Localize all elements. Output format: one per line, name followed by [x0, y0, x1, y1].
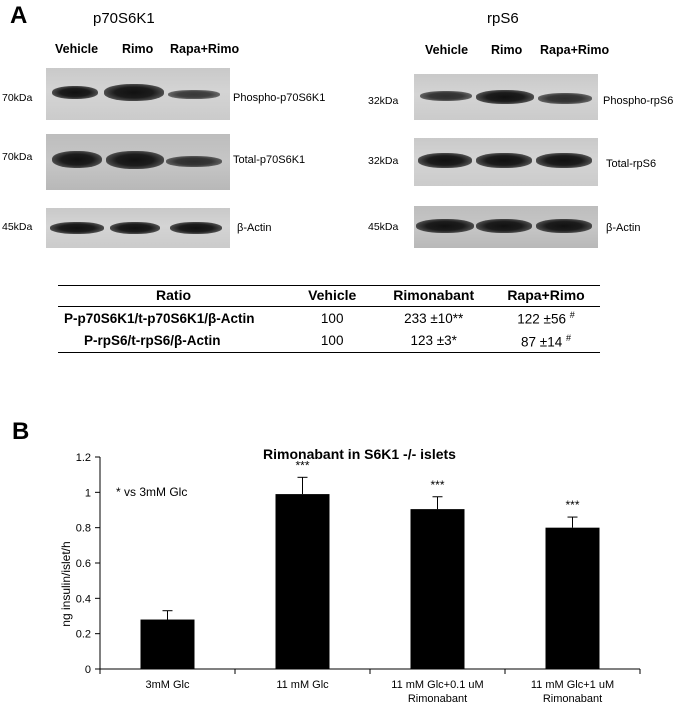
- chart-title: Rimonabant in S6K1 -/- islets: [263, 446, 456, 462]
- significance-mark: #: [569, 310, 575, 320]
- band: [166, 156, 222, 167]
- ratio-cell-rapa-rimo: [492, 307, 600, 330]
- x-tick-label: 3mM Glc: [145, 679, 190, 691]
- bar: [276, 494, 330, 669]
- ratio-header-vehicle: Vehicle: [308, 287, 357, 303]
- significance-mark: #: [566, 332, 572, 343]
- band: [416, 219, 474, 233]
- ratio-value: 122 ±56: [517, 311, 566, 327]
- band: [52, 86, 98, 99]
- right-blot-phospho-strip: [414, 74, 598, 120]
- y-tick-label: 0.2: [75, 628, 91, 641]
- left-lane-rimo: Rimo: [122, 42, 154, 56]
- right-label-actin: β-Actin: [606, 222, 641, 234]
- band: [476, 219, 532, 233]
- left-kda-phospho: 70kDa: [2, 92, 33, 104]
- significance-label: ***: [430, 477, 445, 492]
- significance-label: ***: [565, 498, 580, 513]
- right-blot-total-strip: [414, 138, 598, 186]
- table-row: [58, 307, 600, 330]
- x-tick-label: Rimonabant: [407, 693, 468, 705]
- left-blot-title: p70S6K1: [93, 10, 155, 27]
- right-label-phospho: Phospho-rpS6: [603, 95, 674, 107]
- ratio-cell-vehicle: 100: [320, 310, 344, 326]
- bar: [141, 620, 195, 669]
- x-tick-label: 11 mM Glc+1 uM: [530, 679, 615, 691]
- band: [476, 90, 534, 104]
- band: [476, 153, 532, 168]
- band: [536, 153, 592, 168]
- left-kda-total: 70kDa: [2, 151, 33, 163]
- left-lane-vehicle: Vehicle: [55, 42, 99, 56]
- ratio-row-name: P-rpS6/t-rpS6/β-Actin: [84, 333, 221, 349]
- right-kda-actin: 45kDa: [368, 221, 399, 233]
- left-blot-actin-strip: [46, 208, 230, 248]
- bar: [411, 509, 465, 669]
- significance-label: ***: [295, 458, 310, 473]
- bars: [141, 458, 600, 669]
- ratio-cell-rimonabant: 123 ±3*: [410, 333, 457, 349]
- band: [168, 90, 220, 99]
- y-tick-label: 0: [84, 664, 91, 676]
- band: [536, 219, 592, 233]
- right-kda-total: 32kDa: [368, 155, 399, 167]
- y-tick-label: 1: [84, 487, 91, 500]
- band: [104, 84, 164, 101]
- ratio-table-header: [58, 286, 600, 307]
- panel-a-letter: A: [10, 2, 28, 29]
- left-label-phospho: Phospho-p70S6K1: [233, 92, 326, 104]
- ratio-header-rimonabant: Rimonabant: [393, 287, 475, 303]
- table-row: [58, 330, 600, 353]
- left-lane-rapa-rimo: Rapa+Rimo: [170, 42, 240, 56]
- y-tick-label: 0.6: [75, 558, 91, 570]
- x-tick-label: 11 mM Glc+0.1 uM: [391, 679, 484, 691]
- ratio-header-rapa-rimo: Rapa+Rimo: [507, 287, 585, 303]
- left-kda-actin: 45kDa: [2, 221, 33, 233]
- ratio-row-name: P-p70S6K1/t-p70S6K1/β-Actin: [64, 310, 255, 326]
- right-lane-vehicle: Vehicle: [425, 43, 469, 57]
- right-blot-title: rpS6: [487, 10, 519, 27]
- band: [50, 222, 104, 234]
- ratio-cell-rimonabant: 233 ±10**: [404, 310, 464, 326]
- right-blot-actin-strip: [414, 206, 598, 248]
- right-lane-rimo: Rimo: [491, 43, 523, 57]
- significance-legend: * vs 3mM Glc: [116, 485, 188, 499]
- left-label-total: Total-p70S6K1: [233, 154, 306, 166]
- left-blot-phospho-strip: [46, 68, 230, 120]
- band: [170, 222, 222, 234]
- ratio-cell-rapa-rimo: [492, 330, 600, 353]
- right-label-total: Total-rpS6: [606, 158, 657, 170]
- band: [420, 91, 472, 101]
- right-lane-rapa-rimo: Rapa+Rimo: [540, 43, 610, 57]
- band: [538, 93, 592, 104]
- ratio-cell-vehicle: 100: [320, 333, 344, 349]
- insulin-bar-chart: [0, 440, 683, 728]
- bar: [546, 528, 600, 669]
- band: [418, 153, 472, 168]
- x-tick-label: Rimonabant: [542, 693, 603, 705]
- band: [106, 151, 164, 169]
- ratio-header-ratio: Ratio: [156, 287, 192, 303]
- y-tick-label: 1.2: [75, 452, 91, 464]
- y-axis-label: ng insulin/islet/h: [59, 541, 73, 627]
- y-tick-label: 0.4: [75, 593, 91, 606]
- y-tick-label: 0.8: [75, 522, 91, 535]
- ratio-table: [58, 285, 600, 353]
- band: [52, 151, 102, 168]
- ratio-value: 87 ±14: [521, 334, 563, 349]
- panel-b-letter: B: [12, 418, 30, 445]
- left-label-actin: β-Actin: [237, 222, 272, 234]
- band: [110, 222, 160, 234]
- left-blot-total-strip: [46, 134, 230, 190]
- right-kda-phospho: 32kDa: [368, 95, 399, 107]
- x-tick-label: 11 mM Glc: [276, 679, 329, 691]
